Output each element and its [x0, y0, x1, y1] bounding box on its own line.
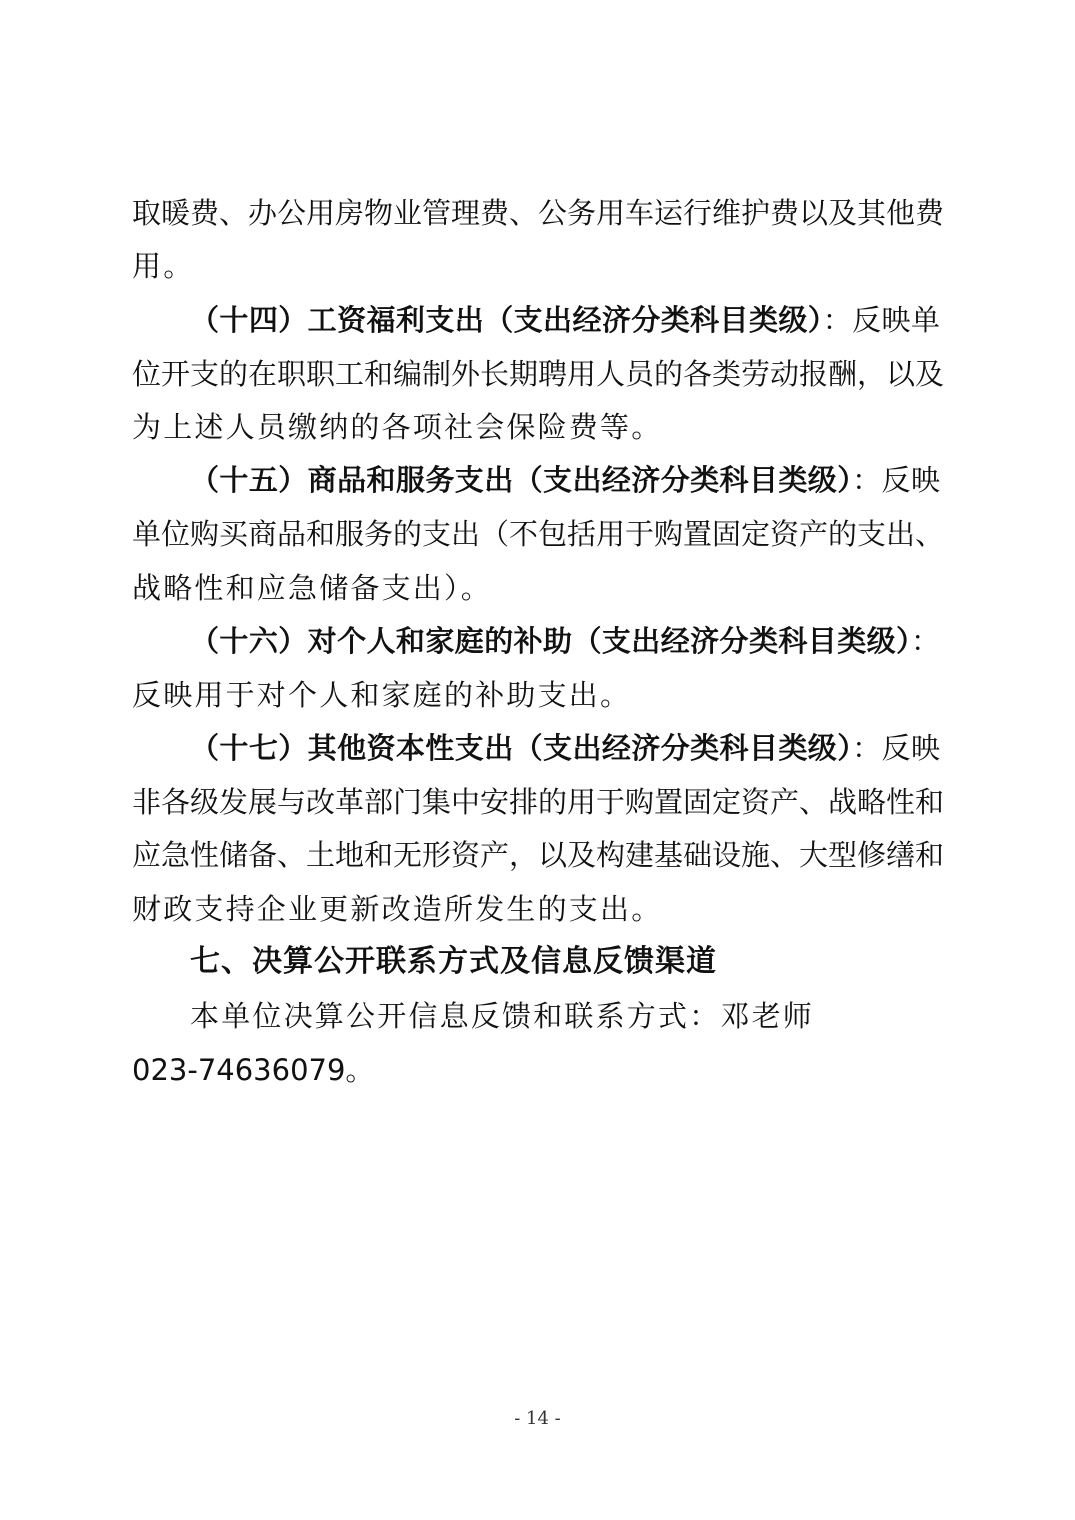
p17-line-1-rest: ：反映: [852, 731, 940, 765]
page-number: - 14 -: [514, 1408, 561, 1429]
p17-title: （十七）其他资本性支出（支出经济分类科目类级）: [190, 731, 853, 765]
p17-line-1: [190, 728, 940, 768]
p14-line-2: 位开支的在职职工和编制外长期聘用人员的各类劳动报酬，以及: [132, 357, 945, 391]
section-7-line-1: 本单位决算公开信息反馈和联系方式：邓老师: [190, 999, 815, 1033]
p15-title: （十五）商品和服务支出（支出经济分类科目类级）: [190, 463, 853, 497]
p16-line-1: [190, 621, 940, 661]
p13-line-2: 用。: [132, 249, 195, 283]
p16-line-2: 反映用于对个人和家庭的补助支出。: [132, 678, 632, 712]
p14-line-1: [190, 300, 940, 340]
section-7-heading: 七、决算公开联系方式及信息反馈渠道: [190, 944, 717, 979]
p14-line-1-rest: ：反映单: [822, 303, 940, 337]
section-7-phone: 023-74636079。: [132, 1053, 375, 1087]
p14-title: （十四）工资福利支出（支出经济分类科目类级）: [190, 303, 823, 337]
p17-line-3: 应急性储备、土地和无形资产，以及构建基础设施、大型修缮和: [132, 838, 945, 872]
p17-line-2: 非各级发展与改革部门集中安排的用于购置固定资产、战略性和: [132, 785, 945, 819]
p16-line-1-rest: ：: [910, 624, 940, 658]
p14-line-3: 为上述人员缴纳的各项社会保险费等。: [132, 410, 663, 444]
p17-line-4: 财政支持企业更新改造所发生的支出。: [132, 892, 663, 926]
p15-line-1: [190, 460, 940, 500]
p15-line-2: 单位购买商品和服务的支出（不包括用于购置固定资产的支出、: [132, 517, 945, 551]
p15-line-1-rest: ：反映: [852, 463, 940, 497]
p15-line-3: 战略性和应急储备支出）。: [132, 571, 492, 605]
p13-line-1: 取暖费、办公用房物业管理费、公务用车运行维护费以及其他费: [132, 196, 945, 230]
p16-title: （十六）对个人和家庭的补助（支出经济分类科目类级）: [190, 624, 911, 658]
